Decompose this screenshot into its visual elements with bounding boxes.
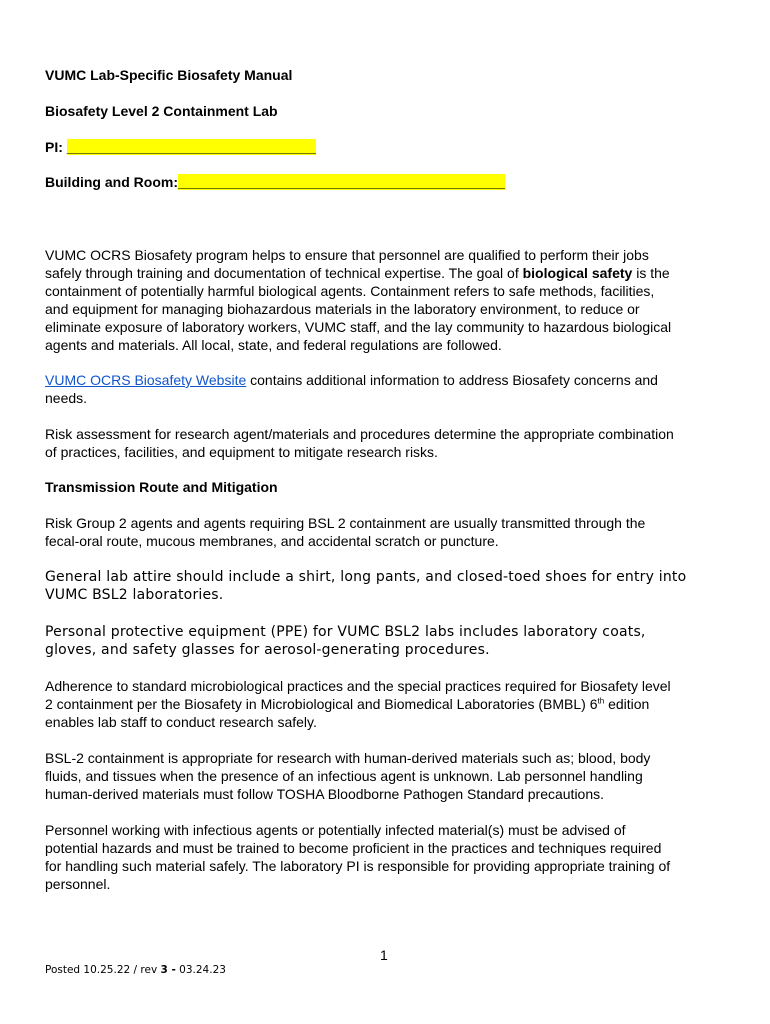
intro-line: eliminate exposure of laboratory workers, VUMC staff, and the lay community to hazardous biological xyxy=(45,319,672,335)
building-label: Building and Room: xyxy=(45,174,178,190)
bsl2-line: BSL-2 containment is appropriate for research with human-derived materials such as; blood, body xyxy=(45,750,651,766)
building-blank: __________________________________________ xyxy=(177,174,506,190)
building-room-field xyxy=(45,173,505,191)
transmission-line: Risk Group 2 agents and agents requiring BSL 2 containment are usually transmitted through the xyxy=(45,515,646,531)
footer-rev-date: 03.24.23 xyxy=(175,964,226,976)
attire-paragraph xyxy=(45,568,735,604)
manual-title: VUMC Lab-Specific Biosafety Manual xyxy=(45,67,293,83)
adherence-text: 2 containment per the Biosafety in Microbiological and Biomedical Laboratories (BMBL) 6 xyxy=(45,696,598,712)
adherence-line: enables lab staff to conduct research safely. xyxy=(45,714,317,730)
bsl2-line: fluids, and tissues when the presence of an infectious agent is unknown. Lab personnel handling xyxy=(45,768,643,784)
biosafety-website-link[interactable]: VUMC OCRS Biosafety Website xyxy=(45,372,247,388)
intro-text: is the xyxy=(632,265,670,281)
transmission-line: fecal-oral route, mucous membranes, and accidental scratch or puncture. xyxy=(45,533,499,549)
footer-revision xyxy=(45,964,226,976)
ppe-line: gloves, and safety glasses for aerosol-generating procedures. xyxy=(45,642,490,658)
risk-line: of practices, facilities, and equipment to mitigate research risks. xyxy=(45,444,438,460)
website-paragraph xyxy=(45,371,735,407)
intro-text: safely through training and documentation of technical expertise. The goal of xyxy=(45,265,523,281)
adherence-line: Adherence to standard microbiological practices and the special practices required for Biosafety level xyxy=(45,678,671,694)
page-number: 1 xyxy=(380,947,388,963)
intro-line: containment of potentially harmful biological agents. Containment refers to safe methods, facilities, xyxy=(45,283,655,299)
footer-rev-number: 3 - xyxy=(160,964,176,976)
intro-line: agents and materials. All local, state, and federal regulations are followed. xyxy=(45,337,502,353)
intro-line: and equipment for managing biohazardous materials in the laboratory environment, to reduce or xyxy=(45,301,640,317)
pi-label: PI: xyxy=(45,139,63,155)
personnel-paragraph xyxy=(45,821,735,893)
adherence-paragraph xyxy=(45,677,735,731)
intro-line xyxy=(45,264,735,282)
risk-paragraph xyxy=(45,425,735,461)
adherence-text: edition xyxy=(604,696,650,712)
attire-line: VUMC BSL2 laboratories. xyxy=(45,587,224,603)
ppe-line: Personal protective equipment (PPE) for VUMC BSL2 labs includes laboratory coats, xyxy=(45,624,646,640)
personnel-line: potential hazards and must be trained to become proficient in the practices and techniques required xyxy=(45,840,662,856)
footer-posted: Posted 10.25.22 / rev xyxy=(45,964,161,976)
personnel-line: personnel. xyxy=(45,876,111,892)
personnel-line: for handling such material safely. The laboratory PI is responsible for providing appropriate training of xyxy=(45,858,671,874)
bsl2-line: human-derived materials must follow TOSHA Bloodborne Pathogen Standard precautions. xyxy=(45,786,605,802)
pi-blank: ________________________________ xyxy=(66,139,316,155)
intro-paragraph xyxy=(45,246,735,354)
attire-line: General lab attire should include a shirt, long pants, and closed-toed shoes for entry into xyxy=(45,569,687,585)
transmission-paragraph xyxy=(45,514,735,550)
intro-line: VUMC OCRS Biosafety program helps to ensure that personnel are qualified to perform their jobs xyxy=(45,247,649,263)
ppe-paragraph xyxy=(45,623,735,659)
transmission-heading: Transmission Route and Mitigation xyxy=(45,479,278,495)
website-text: contains additional information to address Biosafety concerns and xyxy=(246,372,658,388)
adherence-line xyxy=(45,695,735,713)
pi-field xyxy=(45,138,316,156)
risk-line: Risk assessment for research agent/materials and procedures determine the appropriate combination xyxy=(45,426,674,442)
bsl2-paragraph xyxy=(45,749,735,803)
website-line xyxy=(45,371,735,389)
personnel-line: Personnel working with infectious agents or potentially infected material(s) must be advised of xyxy=(45,822,626,838)
lab-level-heading: Biosafety Level 2 Containment Lab xyxy=(45,103,278,119)
biological-safety-emphasis: biological safety xyxy=(522,265,633,281)
website-line: needs. xyxy=(45,390,88,406)
edition-superscript: th xyxy=(597,696,605,706)
